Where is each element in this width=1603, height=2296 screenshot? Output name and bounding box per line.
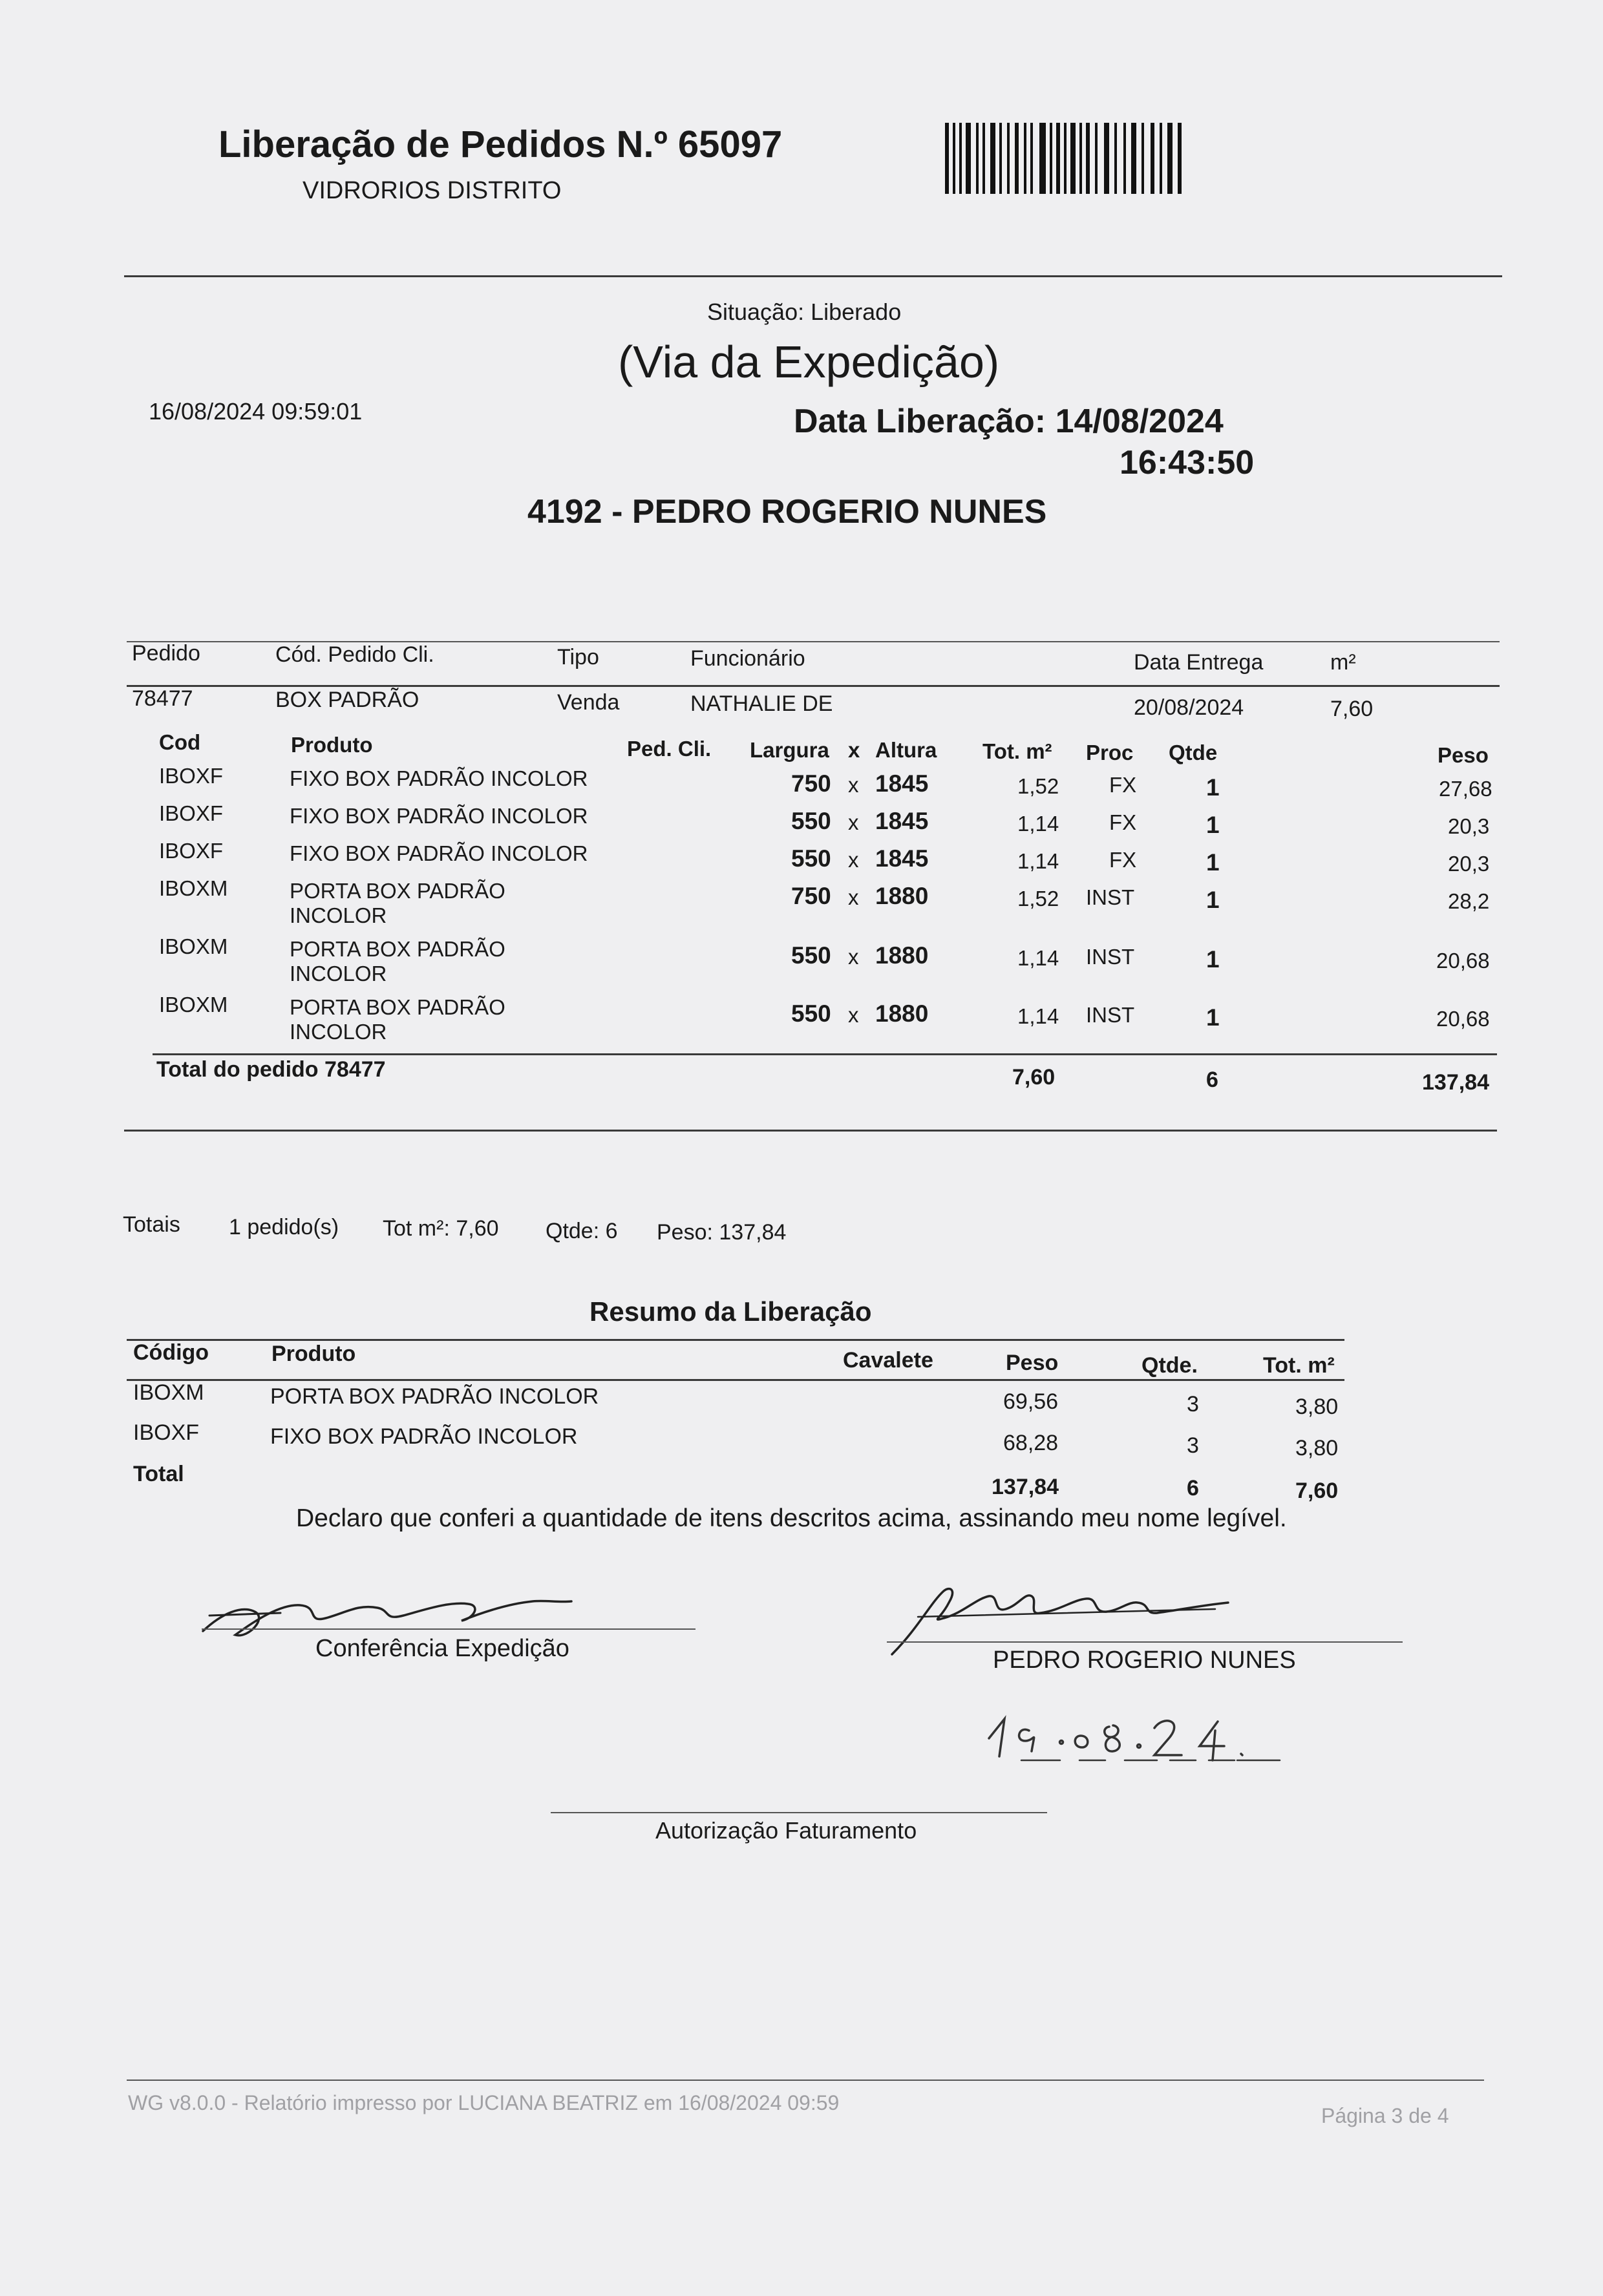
resumo-codigo: IBOXM xyxy=(133,1380,204,1405)
item-produto: PORTA BOX PADRÃO xyxy=(290,937,505,961)
item-tot-m2: 1,14 xyxy=(1017,849,1059,873)
item-x: x xyxy=(848,848,859,872)
item-altura: 1880 xyxy=(875,942,929,969)
items-col-produto: Produto xyxy=(291,733,373,757)
item-proc: INST xyxy=(1086,885,1135,909)
items-col-ped-cli: Ped. Cli. xyxy=(627,737,712,761)
item-produto-line2: INCOLOR xyxy=(290,903,387,927)
signature-line-left xyxy=(202,1628,695,1630)
resumo-total-peso: 137,84 xyxy=(992,1475,1059,1499)
items-col-tot-m2: Tot. m² xyxy=(982,739,1052,763)
item-peso: 27,68 xyxy=(1439,777,1492,801)
item-cod: IBOXM xyxy=(159,993,228,1016)
items-col-peso: Peso xyxy=(1438,743,1489,767)
item-largura: 550 xyxy=(791,845,831,872)
footer-line xyxy=(127,2080,1484,2081)
resumo-qtde: 3 xyxy=(1187,1433,1199,1458)
items-col-qtde: Qtde xyxy=(1169,741,1218,764)
faturamento-label: Autorização Faturamento xyxy=(655,1817,917,1844)
item-qtde: 1 xyxy=(1206,1004,1220,1031)
resumo-produto: FIXO BOX PADRÃO INCOLOR xyxy=(270,1424,578,1449)
item-x: x xyxy=(848,945,859,969)
item-peso: 20,68 xyxy=(1436,949,1490,973)
section-divider xyxy=(124,1130,1497,1132)
company-name: VIDRORIOS DISTRITO xyxy=(303,177,562,204)
signature-label-client: PEDRO ROGERIO NUNES xyxy=(993,1647,1296,1674)
item-altura: 1845 xyxy=(875,770,929,797)
order-tipo: Venda xyxy=(557,690,620,715)
resumo-col-tot-m2: Tot. m² xyxy=(1263,1353,1335,1378)
items-col-proc: Proc xyxy=(1086,741,1134,764)
items-col-x: x xyxy=(848,738,860,762)
item-cod: IBOXF xyxy=(159,764,224,788)
situacao-status: Situação: Liberado xyxy=(707,299,902,325)
resumo-total-label: Total xyxy=(133,1462,184,1486)
col-funcionario: Funcionário xyxy=(690,646,805,671)
item-qtde: 1 xyxy=(1206,946,1220,973)
item-tot-m2: 1,52 xyxy=(1017,887,1059,911)
item-qtde: 1 xyxy=(1206,849,1220,876)
item-largura: 750 xyxy=(791,883,831,909)
item-largura: 550 xyxy=(791,942,831,969)
item-largura: 550 xyxy=(791,808,831,834)
order-header-line xyxy=(127,685,1500,687)
resumo-peso: 68,28 xyxy=(1003,1431,1059,1455)
item-proc: INST xyxy=(1086,945,1135,969)
item-peso: 20,3 xyxy=(1448,814,1490,838)
item-largura: 750 xyxy=(791,770,831,797)
item-cod: IBOXM xyxy=(159,876,228,900)
item-tot-m2: 1,52 xyxy=(1017,774,1059,798)
items-col-cod: Cod xyxy=(159,730,201,754)
resumo-col-qtde: Qtde. xyxy=(1141,1353,1198,1378)
resumo-qtde: 3 xyxy=(1187,1392,1199,1417)
via-label: (Via da Expedição) xyxy=(618,337,1000,387)
totais-m2: Tot m²: 7,60 xyxy=(383,1216,499,1241)
document-title: Liberação de Pedidos N.º 65097 xyxy=(218,123,783,165)
resumo-peso: 69,56 xyxy=(1003,1389,1059,1414)
totais-pedidos: 1 pedido(s) xyxy=(229,1215,339,1239)
resumo-codigo: IBOXF xyxy=(133,1420,200,1445)
item-tot-m2: 1,14 xyxy=(1017,946,1059,970)
handwritten-date xyxy=(976,1700,1338,1771)
item-cod: IBOXF xyxy=(159,801,224,825)
item-tot-m2: 1,14 xyxy=(1017,812,1059,836)
item-altura: 1880 xyxy=(875,883,929,909)
col-cod-pedido-cli: Cód. Pedido Cli. xyxy=(275,642,434,667)
footer-report-info: WG v8.0.0 - Relatório impresso por LUCIANA BEATRIZ em 16/08/2024 09:59 xyxy=(128,2091,840,2114)
item-produto-line2: INCOLOR xyxy=(290,1020,387,1044)
resumo-col-cavalete: Cavalete xyxy=(843,1348,933,1373)
item-largura: 550 xyxy=(791,1000,831,1027)
item-peso: 20,68 xyxy=(1436,1007,1490,1031)
col-m2: m² xyxy=(1330,650,1356,675)
barcode xyxy=(945,123,1185,198)
items-total-m2: 7,60 xyxy=(1012,1065,1056,1090)
item-proc: INST xyxy=(1086,1003,1135,1027)
item-produto: PORTA BOX PADRÃO xyxy=(290,995,505,1019)
col-tipo: Tipo xyxy=(557,645,599,669)
header-divider xyxy=(124,275,1502,277)
client-name: 4192 - PEDRO ROGERIO NUNES xyxy=(527,493,1047,531)
resumo-top-line xyxy=(127,1339,1344,1341)
item-altura: 1880 xyxy=(875,1000,929,1027)
resumo-produto: PORTA BOX PADRÃO INCOLOR xyxy=(270,1384,599,1409)
item-produto: FIXO BOX PADRÃO INCOLOR xyxy=(290,841,588,865)
item-produto-line2: INCOLOR xyxy=(290,962,387,985)
faturamento-line xyxy=(551,1812,1047,1813)
resumo-col-produto: Produto xyxy=(271,1342,356,1366)
item-proc: FX xyxy=(1109,773,1137,797)
col-data-entrega: Data Entrega xyxy=(1134,650,1264,675)
item-tot-m2: 1,14 xyxy=(1017,1004,1059,1028)
item-peso: 20,3 xyxy=(1448,852,1490,876)
declaration-text: Declaro que conferi a quantidade de itens descritos acima, assinando meu nome legível. xyxy=(296,1504,1287,1532)
items-total-qtde: 6 xyxy=(1206,1068,1218,1092)
item-cod: IBOXM xyxy=(159,934,228,958)
item-x: x xyxy=(848,773,859,797)
resumo-header-line xyxy=(127,1379,1344,1381)
item-proc: FX xyxy=(1109,848,1137,872)
item-produto: FIXO BOX PADRÃO INCOLOR xyxy=(290,766,588,790)
print-datetime: 16/08/2024 09:59:01 xyxy=(149,398,363,425)
item-peso: 28,2 xyxy=(1448,889,1490,913)
items-total-peso: 137,84 xyxy=(1422,1070,1489,1095)
item-qtde: 1 xyxy=(1206,812,1220,838)
order-funcionario: NATHALIE DE xyxy=(690,691,833,716)
hora-liberacao: 16:43:50 xyxy=(1120,444,1255,481)
totais-label: Totais xyxy=(123,1212,180,1237)
item-proc: FX xyxy=(1109,810,1137,834)
resumo-col-codigo: Código xyxy=(133,1340,209,1365)
totais-peso: Peso: 137,84 xyxy=(657,1220,787,1245)
item-x: x xyxy=(848,885,859,909)
item-produto: FIXO BOX PADRÃO INCOLOR xyxy=(290,804,588,828)
item-qtde: 1 xyxy=(1206,774,1220,801)
order-cod-pedido-cli: BOX PADRÃO xyxy=(275,688,419,712)
order-m2: 7,60 xyxy=(1330,697,1374,721)
resumo-total-m2: 7,60 xyxy=(1295,1479,1339,1503)
resumo-total-qtde: 6 xyxy=(1187,1476,1199,1501)
items-total-label: Total do pedido 78477 xyxy=(156,1057,386,1082)
item-x: x xyxy=(848,810,859,834)
item-produto: PORTA BOX PADRÃO xyxy=(290,879,505,903)
item-cod: IBOXF xyxy=(159,839,224,863)
order-data-entrega: 20/08/2024 xyxy=(1134,695,1244,720)
item-altura: 1845 xyxy=(875,845,929,872)
footer-page-number: Página 3 de 4 xyxy=(1321,2104,1449,2127)
col-pedido: Pedido xyxy=(132,641,200,666)
signature-label-conferencia: Conferência Expedição xyxy=(315,1635,569,1662)
resumo-title: Resumo da Liberação xyxy=(589,1296,872,1327)
item-altura: 1845 xyxy=(875,808,929,834)
resumo-col-peso: Peso xyxy=(1006,1351,1059,1375)
signature-line-right xyxy=(887,1641,1403,1643)
items-col-largura: Largura xyxy=(750,738,829,762)
order-pedido: 78477 xyxy=(132,686,193,711)
data-liberacao: Data Liberação: 14/08/2024 xyxy=(794,403,1224,440)
item-qtde: 1 xyxy=(1206,887,1220,913)
items-col-altura: Altura xyxy=(875,738,937,762)
items-total-line xyxy=(153,1053,1497,1055)
resumo-tot-m2: 3,80 xyxy=(1295,1436,1339,1460)
totais-qtde: Qtde: 6 xyxy=(546,1219,618,1243)
item-x: x xyxy=(848,1003,859,1027)
resumo-tot-m2: 3,80 xyxy=(1295,1395,1339,1419)
